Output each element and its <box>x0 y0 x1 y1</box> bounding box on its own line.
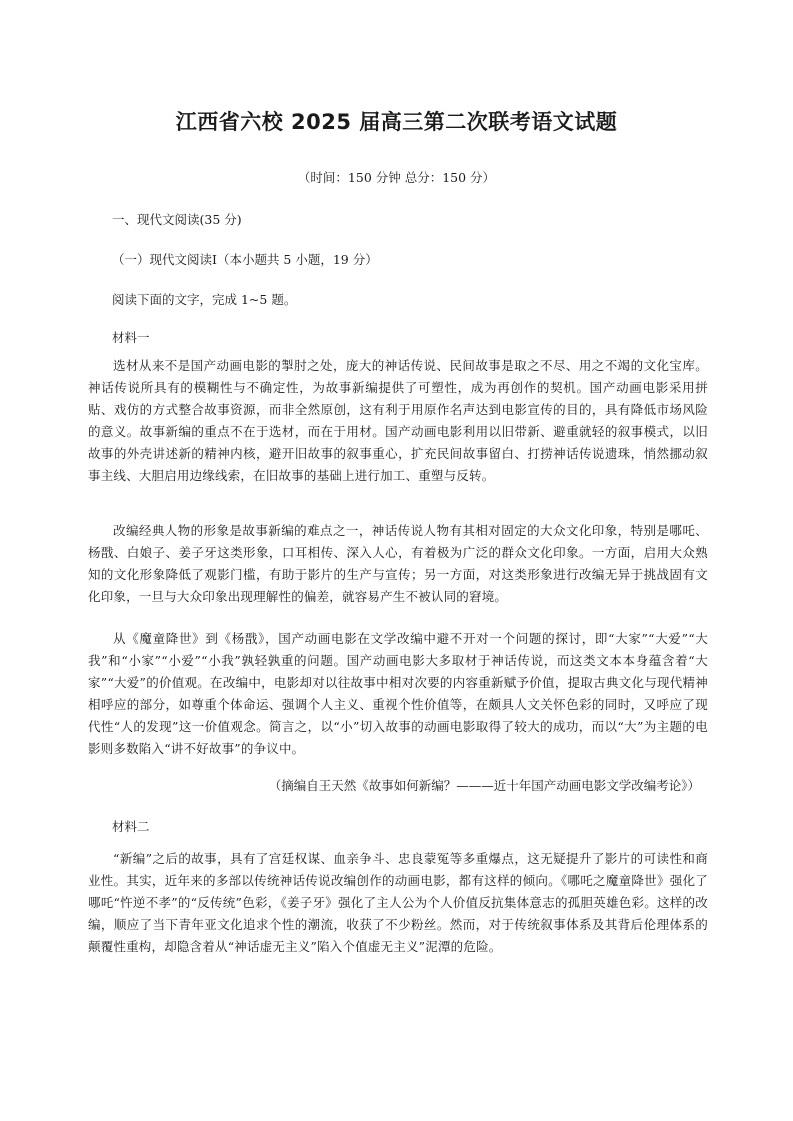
material-one-paragraph: 改编经典人物的形象是故事新编的难点之一，神话传说人物有其相对固定的大众文化印象，特别是哪吒、杨戬、白娘子、姜子牙这类形象，口耳相传、深入人心，有着极为广泛的群众文化印象。一方面，启用大众熟知的文化形象降低了观影门槛，有助于影片的生产与宣传；另一方面，对这类形象进行改编无异于挑战固有文化印象，一旦与大众印象出现理解性的偏差，就容易产生不被认同的窘境。 <box>88 523 708 604</box>
material-two-label: 材料二 <box>112 819 150 834</box>
exam-time-info: （时间：150 分钟 总分：150 分） <box>297 170 496 185</box>
exam-title: 江西省六校 2025 届高三第二次联考语文试题 <box>175 110 618 134</box>
reading-instruction: 阅读下面的文字，完成 1~5 题。 <box>112 292 297 307</box>
material-one-label: 材料一 <box>112 330 150 345</box>
material-one-paragraph: 从《魔童降世》到《杨戬》，国产动画电影在文学改编中避不开对一个问题的探讨，即“大家”“大爱”“大我”和“小家”“小爱”“小我”孰轻孰重的问题。国产动画电影大多取材于神话传说，而这类文本本身蕴含着“大家”“大爱”的价值观。在改编中，电影却对以往故事中相对次要的内容重新赋予价值，提取古典文化与现代精神相呼应的部分，如尊重个体命运、强调个人主义、重视个性价值等，在颇具人文关怀色彩的同时，又呼应了现代性“人的发现”这一价值观念。简言之，以“小”切入故事的动画电影取得了较大的成功，而以“大”为主题的电影则多数陷入“讲不好故事”的争议中。 <box>88 631 708 756</box>
section-heading: 一、现代文阅读(35 分) <box>112 212 242 227</box>
subsection-heading: （一）现代文阅读Ⅰ（本小题共 5 小题，19 分） <box>112 252 378 267</box>
material-one-source: （摘编自王天然《故事如何新编？———近十年国产动画电影文学改编考论》） <box>268 778 700 793</box>
material-one-paragraph: 选材从来不是国产动画电影的掣肘之处，庞大的神话传说、民间故事是取之不尽、用之不竭的文化宝库。神话传说所具有的模糊性与不确定性，为故事新编提供了可塑性，成为再创作的契机。国产动画电影采用拼贴、戏仿的方式整合故事资源，而非全然原创，这有利于用原作名声达到电影宣传的目的，具有降低市场风险的意义。故事新编的重点不在于选材，而在于用材。国产动画电影利用以旧带新、避重就轻的叙事模式，以旧故事的外壳讲述新的精神内核，避开旧故事的叙事重心，扩充民间故事留白、打捞神话传说遗珠，悄然挪动叙事主线、大胆启用边缘线索，在旧故事的基础上进行加工、重塑与反转。 <box>88 358 708 483</box>
material-two-paragraph: “新编”之后的故事，具有了宫廷权谋、血亲争斗、忠良蒙冤等多重爆点，这无疑提升了影片的可读性和商业性。其实，近年来的多部以传统神话传说改编创作的动画电影，都有这样的倾向。《哪吒之魔童降世》强化了哪吒“忤逆不孝”的“反传统”色彩，《姜子牙》强化了主人公为个人价值反抗集体意志的孤胆英雄色彩。这样的改编，顺应了当下青年亚文化追求个性的潮流，收获了不少粉丝。然而，对于传统叙事体系及其背后伦理体系的颠覆性重构，却隐含着从“神话虚无主义”陷入个值虚无主义”泥潭的危险。 <box>88 851 708 954</box>
